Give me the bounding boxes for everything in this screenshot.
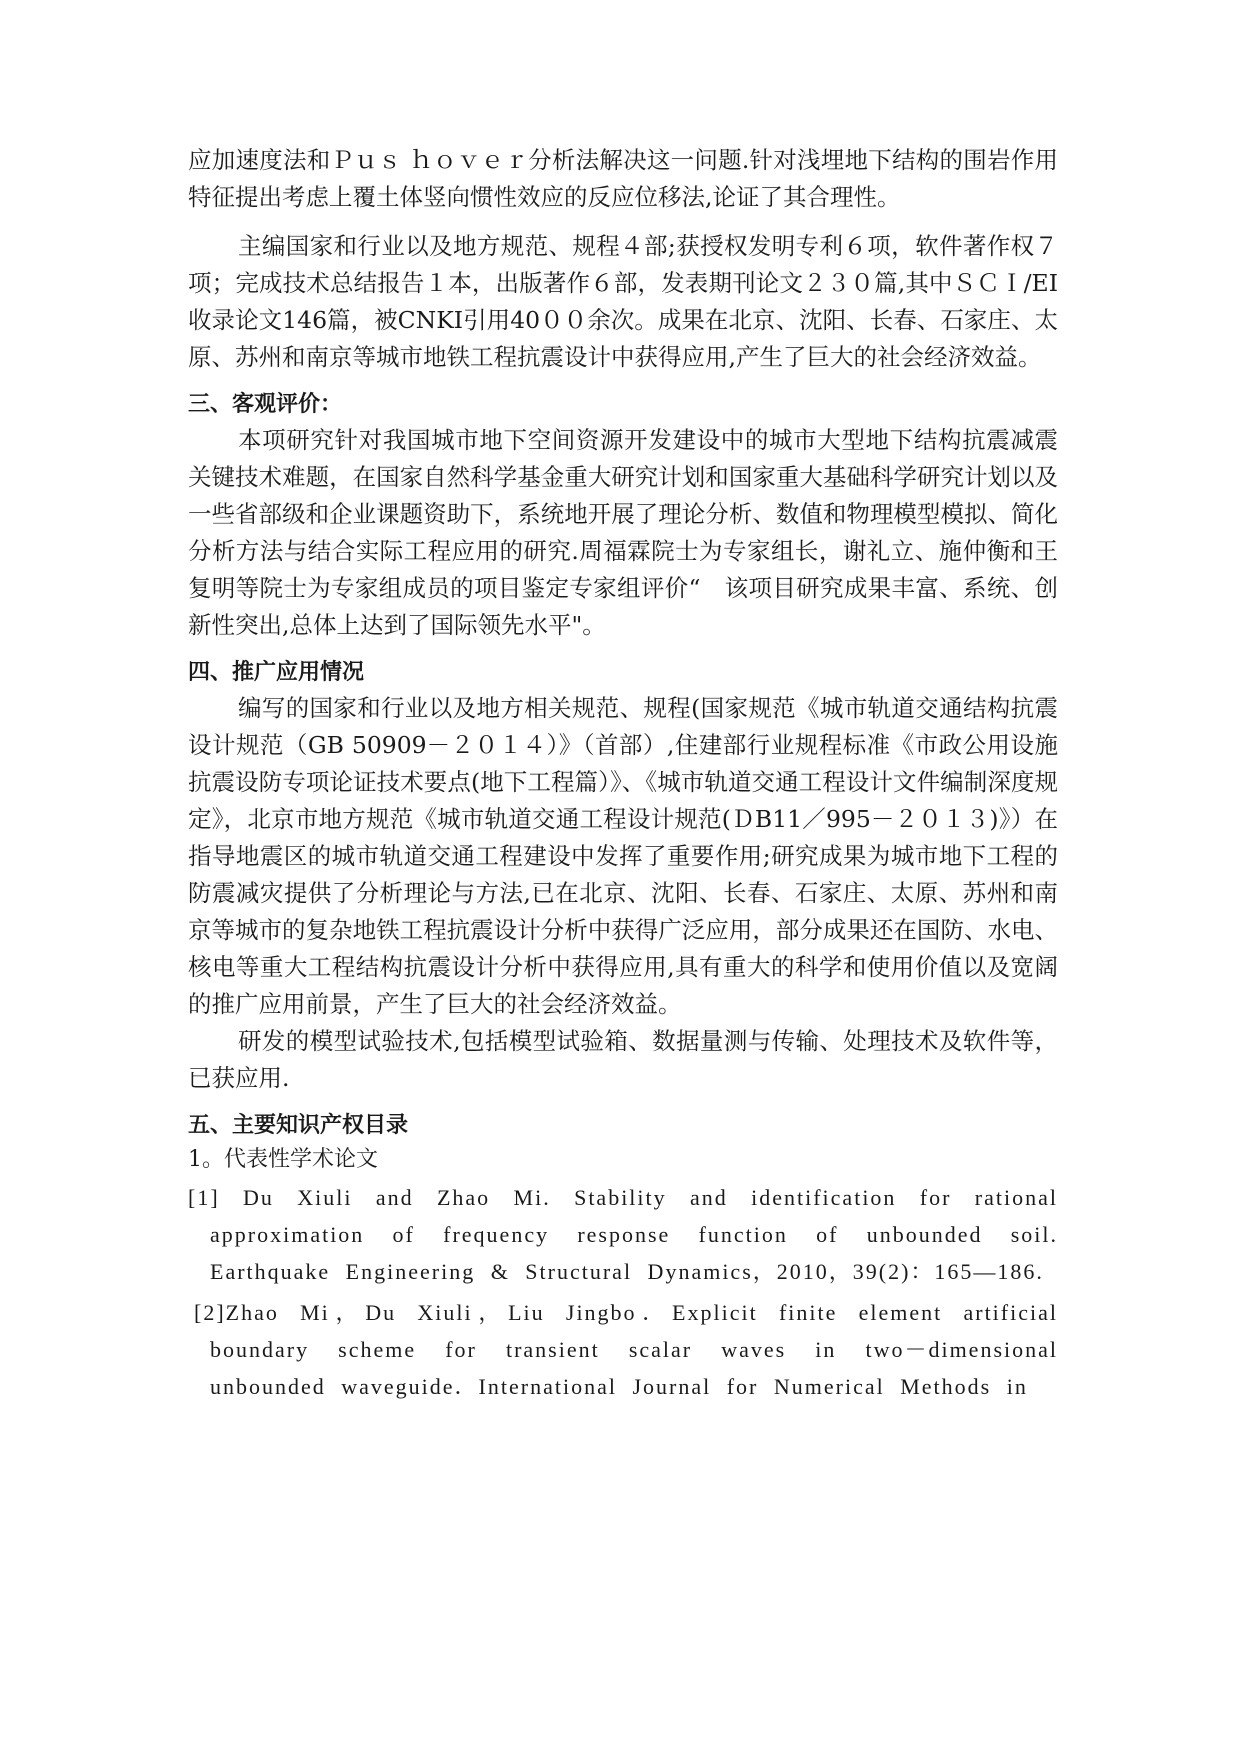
paragraph-method: 应加速度法和Ｐｕｓ ｈｏｖｅｒ分析法解决这一问题.针对浅埋地下结构的围岩作用特征提出考虑上覆土体竖向惯性效应的反应位移法,论证了其合理性。 xyxy=(188,146,1058,211)
subheading-papers: 1。代表性学术论文 xyxy=(188,1147,378,1172)
paragraph-model-test: 研发的模型试验技术,包括模型试验箱、数据量测与传输、处理技术及软件等，已获应用. xyxy=(188,1027,1058,1092)
reference-item-2: [2]Zhao Mi，Du Xiuli，Liu Jingbo．Explicit finite element artificial boundary scheme for transient scalar waves in two－dimensional unbounded waveguide．International Journal for Numerical Methods in xyxy=(194,1300,1058,1399)
section-heading-evaluation: 三、客观评价： xyxy=(188,392,343,417)
section-heading-ip: 五、主要知识产权目录 xyxy=(188,1113,409,1138)
paragraph-application: 编写的国家和行业以及地方相关规范、规程(国家规范《城市轨道交通结构抗震设计规范（GB 50909－２０１４）》（首部）,住建部行业规程标准《市政公用设施抗震设防专项论证技术要点(地下工程篇）》、《城市轨道交通工程设计文件编制深度规定》，北京市地方规范《城市轨道交通工程设计规范(ＤB11／995－２０１３)》）在指导地震区的城市轨道交通工程建设中发挥了重要作用;研究成果为城市地下工程的防震减灾提供了分析理论与方法,已在北京、沈阳、长春、石家庄、太原、苏州和南京等城市的复杂地铁工程抗震设计分析中获得广泛应用，部分成果还在国防、水电、核电等重大工程结构抗震设计分析中获得应用,具有重大的科学和使用价值以及宽阔的推广应用前景，产生了巨大的社会经济效益。 xyxy=(188,694,1058,1018)
paragraph-evaluation: 本项研究针对我国城市地下空间资源开发建设中的城市大型地下结构抗震减震关键技术难题，在国家自然科学基金重大研究计划和国家重大基础科学研究计划以及一些省部级和企业课题资助下，系统地开展了理论分析、数值和物理模型模拟、简化分析方法与结合实际工程应用的研究.周福霖院士为专家组长，谢礼立、施仲衡和王复明等院士为专家组成员的项目鉴定专家组评价“ 该项目研究成果丰富、系统、创新性突出,总体上达到了国际领先水平"。 xyxy=(188,426,1058,639)
section-heading-application: 四、推广应用情况 xyxy=(188,660,365,685)
reference-item-1: [1] Du Xiuli and Zhao Mi. Stability and identification for rational approximation of frequency response function of unbounded soil. Earthquake Engineering & Structural Dynamics，2010，39(2)：165—186. xyxy=(188,1185,1058,1284)
document-body xyxy=(188,142,1058,1409)
paragraph-achievements: 主编国家和行业以及地方规范、规程４部;获授权发明专利６项，软件著作权７项；完成技术总结报告１本，出版著作６部，发表期刊论文２３０篇,其中ＳＣＩ/EI收录论文146篇，被CNKI引用40００余次。成果在北京、沈阳、长春、石家庄、太原、苏州和南京等城市地铁工程抗震设计中获得应用,产生了巨大的社会经济效益。 xyxy=(188,232,1058,371)
